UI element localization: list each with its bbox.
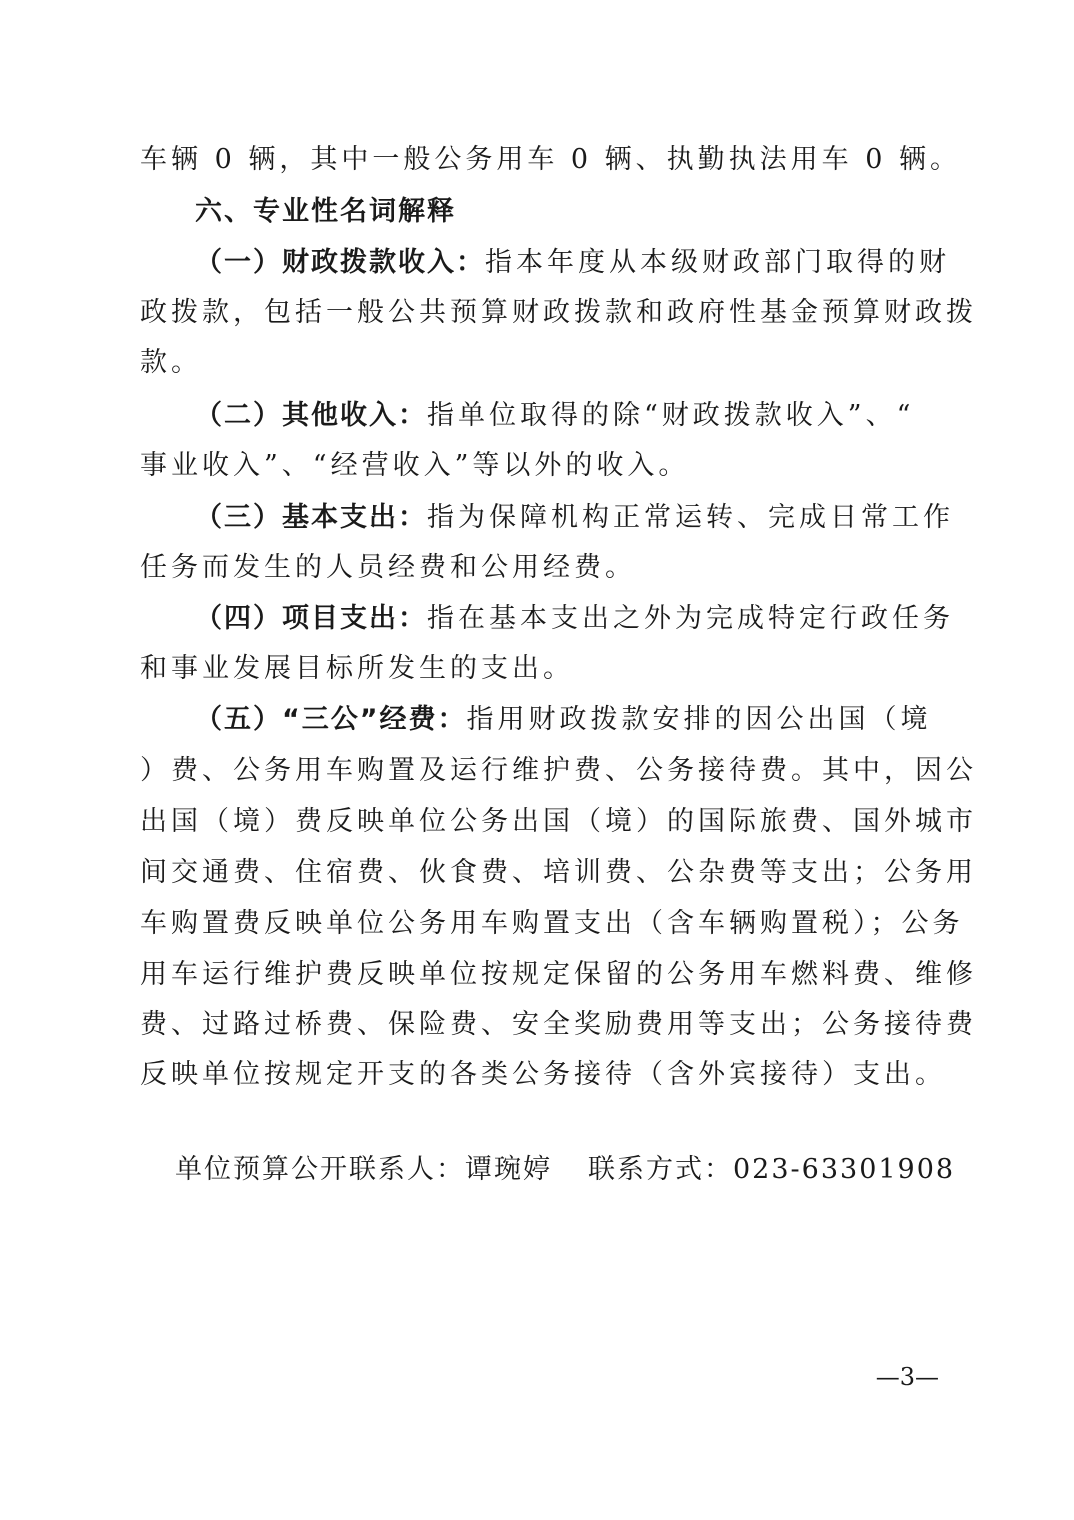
definition-item-1-line-1 — [195, 243, 985, 283]
definition-item-4-line-1 — [195, 599, 985, 639]
definition-item-2-line-1 — [195, 396, 985, 436]
definition-item-4-line-2: 和事业发展目标所发生的支出。 — [140, 653, 574, 684]
page-number: —3— — [875, 1363, 939, 1391]
contact-person: 单位预算公开联系人：谭琬婷 — [175, 1154, 552, 1185]
definition-text: 指在基本支出之外为完成特定行政任务 — [427, 603, 954, 634]
definition-item-5-line-4: 间交通费、住宿费、伙食费、培训费、公杂费等支出；公务用 — [140, 857, 977, 888]
definition-term: （一）财政拨款收入： — [195, 247, 485, 278]
definition-text: 指用财政拨款安排的因公出国（境 — [466, 704, 932, 735]
definition-item-1-line-2: 政拨款，包括一般公共预算财政拨款和政府性基金预算财政拨 — [140, 297, 977, 328]
definition-term: （二）其他收入： — [195, 400, 427, 431]
definition-item-5-line-7: 费、过路过桥费、保险费、安全奖励费用等支出；公务接待费 — [140, 1009, 977, 1040]
definition-item-3-line-2: 任务而发生的人员经费和公用经费。 — [140, 552, 636, 583]
contact-line — [175, 1150, 955, 1190]
definition-term: （四）项目支出： — [195, 603, 427, 634]
definition-item-3-line-1 — [195, 498, 985, 538]
definition-text: 指为保障机构正常运转、完成日常工作 — [427, 502, 954, 533]
definition-item-5-line-5: 车购置费反映单位公务用车购置支出（含车辆购置税）；公务 — [140, 908, 964, 939]
contact-phone: 联系方式：023-63301908 — [588, 1154, 956, 1185]
definition-item-1-line-3: 款。 — [140, 347, 202, 378]
definition-item-5-line-2: ）费、公务用车购置及运行维护费、公务接待费。其中，因公 — [140, 755, 977, 786]
definition-text: 指本年度从本级财政部门取得的财 — [485, 247, 950, 278]
definition-term: （三）基本支出： — [195, 502, 427, 533]
section-heading: 六、专业性名词解释 — [195, 196, 456, 227]
definition-term: （五）“三公”经费： — [195, 704, 467, 735]
definition-item-5-line-3: 出国（境）费反映单位公务出国（境）的国际旅费、国外城市 — [140, 806, 977, 837]
definition-item-5-line-1 — [195, 700, 985, 740]
definition-item-2-line-2: 事业收入”、“经营收入”等以外的收入。 — [140, 450, 690, 481]
definition-item-5-line-8: 反映单位按规定开支的各类公务接待（含外宾接待）支出。 — [140, 1059, 946, 1090]
intro-line: 车辆 0 辆，其中一般公务用车 0 辆、执勤执法用车 0 辆。 — [140, 144, 962, 175]
definition-item-5-line-6: 用车运行维护费反映单位按规定保留的公务用车燃料费、维修 — [140, 959, 977, 990]
definition-text: 指单位取得的除“财政拨款收入”、“ — [427, 400, 915, 431]
